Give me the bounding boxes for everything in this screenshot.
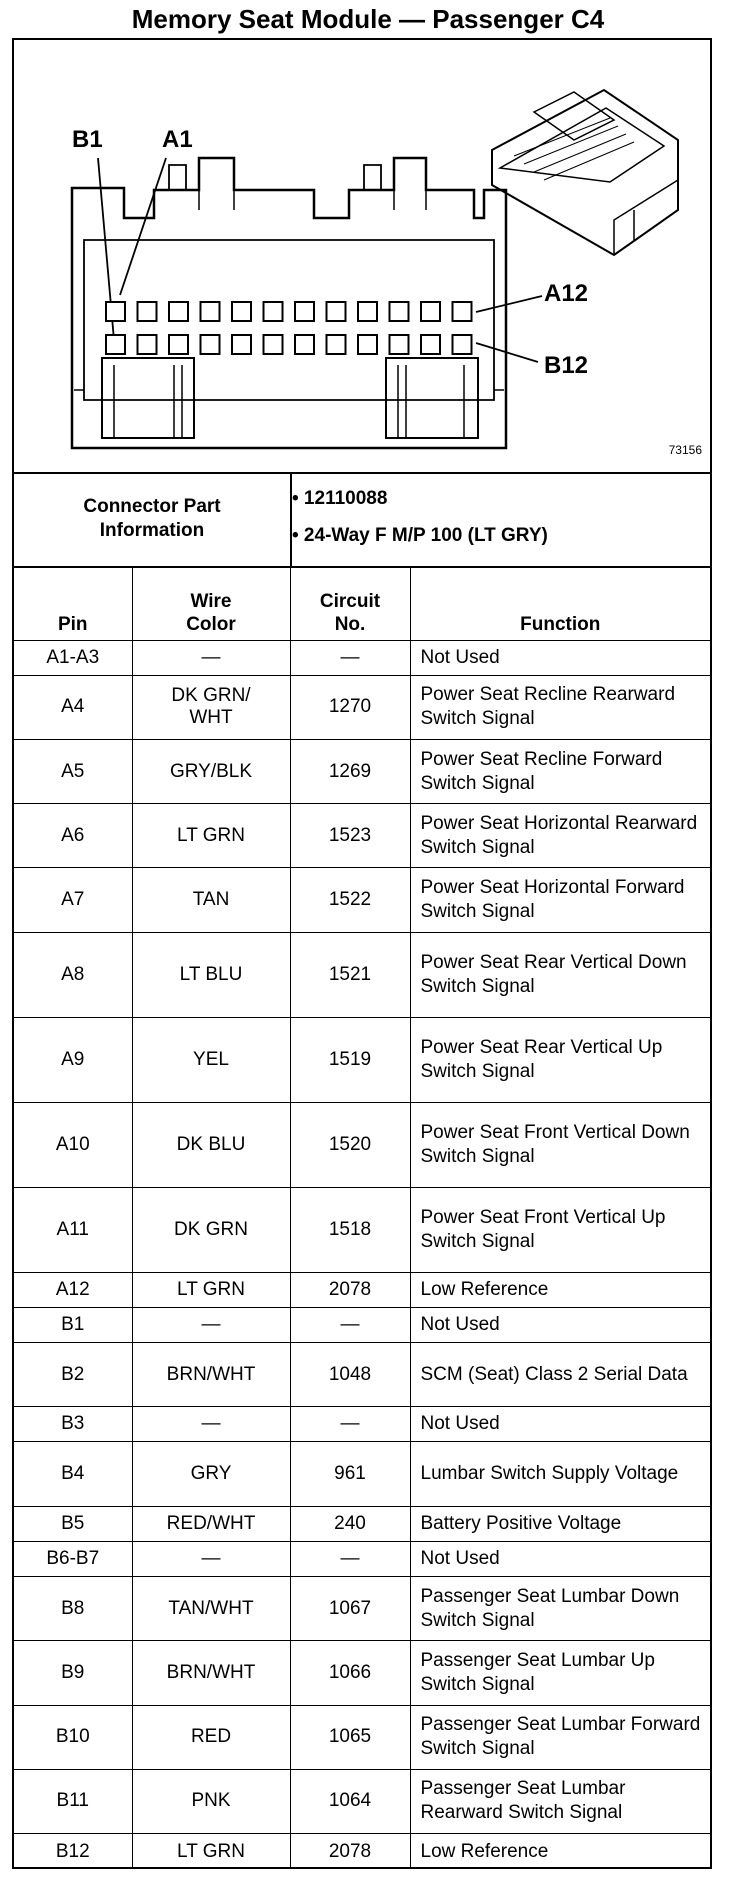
circuit-cell: 1518 [290,1187,410,1272]
circuit-cell: 1048 [290,1342,410,1406]
table-row [14,1442,710,1506]
table-row [14,868,710,932]
pin-cavity [138,335,157,354]
pinout-table [14,566,710,1869]
a12-label: A12 [544,280,589,307]
header-pin: Pin [14,566,132,640]
part-description: • 24-Way F M/P 100 (LT GRY) [292,525,548,546]
wire-color-cell: LT GRN [132,1272,290,1307]
wire-color-cell: BRN/WHT [132,1641,290,1705]
wire-color-cell: — [132,640,290,675]
wire-color-cell: DK BLU [132,1102,290,1187]
function-cell: Not Used [410,1541,710,1576]
wire-color-cell: — [132,1307,290,1342]
table-header-row [14,566,710,640]
pin-cavity [358,335,377,354]
b1-label: B1 [72,126,103,153]
wire-color-cell: GRY/BLK [132,739,290,803]
wire-color-cell: TAN/WHT [132,1577,290,1641]
table-row [14,1407,710,1442]
connector-sketch [492,90,678,255]
pin-cavity [264,302,283,321]
function-cell: Low Reference [410,1272,710,1307]
pin-cell: B6-B7 [14,1541,132,1576]
function-cell: Power Seat Horizontal Rearward Switch Signal [410,804,710,868]
table-row [14,1102,710,1187]
table-row [14,1577,710,1641]
a1-label: A1 [162,126,193,153]
function-cell: Not Used [410,640,710,675]
wire-color-cell: GRY [132,1442,290,1506]
table-row [14,675,710,739]
circuit-cell: — [290,1407,410,1442]
table-row [14,1705,710,1769]
wire-color-cell: TAN [132,868,290,932]
pin-cell: A1-A3 [14,640,132,675]
part-number: • 12110088 [292,488,388,509]
pin-cell: A8 [14,932,132,1017]
table-row [14,804,710,868]
table-row [14,932,710,1017]
circuit-cell: 2078 [290,1272,410,1307]
function-cell: Power Seat Recline Forward Switch Signal [410,739,710,803]
circuit-cell: 1523 [290,804,410,868]
part-number-list [292,480,548,554]
circuit-cell: — [290,1307,410,1342]
pin-cell: A4 [14,675,132,739]
circuit-cell: 1064 [290,1769,410,1833]
pin-cavity [232,335,251,354]
pin-cavity [453,335,472,354]
pin-cell: A10 [14,1102,132,1187]
table-row [14,1307,710,1342]
circuit-cell: — [290,1541,410,1576]
function-cell: Power Seat Horizontal Forward Switch Signal [410,868,710,932]
function-cell: Passenger Seat Lumbar Forward Switch Signal [410,1705,710,1769]
pin-cell: B10 [14,1705,132,1769]
wire-color-cell: DK GRN/ WHT [132,675,290,739]
wire-color-cell: — [132,1541,290,1576]
pin-cell: B12 [14,1834,132,1869]
header-circuit-no: Circuit No. [290,566,410,640]
pin-cavity [390,302,409,321]
pin-cavity [169,335,188,354]
table-row [14,1834,710,1869]
table-row [14,1342,710,1406]
pin-cell: A11 [14,1187,132,1272]
pin-cell: A12 [14,1272,132,1307]
circuit-cell: 961 [290,1442,410,1506]
wire-color-cell: RED/WHT [132,1506,290,1541]
pin-cavity [358,302,377,321]
wire-color-cell: PNK [132,1769,290,1833]
table-row [14,739,710,803]
wire-color-cell: LT GRN [132,1834,290,1869]
pin-cell: A7 [14,868,132,932]
pin-cell: A6 [14,804,132,868]
pin-cavity [421,335,440,354]
function-cell: Low Reference [410,1834,710,1869]
function-cell: SCM (Seat) Class 2 Serial Data [410,1342,710,1406]
pin-cavity [169,302,188,321]
circuit-cell: 1519 [290,1017,410,1102]
pin-cavity [201,302,220,321]
function-cell: Passenger Seat Lumbar Up Switch Signal [410,1641,710,1705]
circuit-cell: 1522 [290,868,410,932]
callout-a1 [120,158,166,295]
table-row [14,1769,710,1833]
circuit-cell: 240 [290,1506,410,1541]
circuit-cell: — [290,640,410,675]
header-function: Function [410,566,710,640]
wire-color-cell: — [132,1407,290,1442]
function-cell: Power Seat Rear Vertical Up Switch Signal [410,1017,710,1102]
connector-part-label [14,472,292,566]
pin-cavity [295,302,314,321]
pin-cell: B11 [14,1769,132,1833]
pin-cell: B2 [14,1342,132,1406]
pin-cell: A9 [14,1017,132,1102]
wire-color-cell: DK GRN [132,1187,290,1272]
table-row [14,1272,710,1307]
function-cell: Power Seat Recline Rearward Switch Signal [410,675,710,739]
pin-cavity [327,335,346,354]
table-row [14,1506,710,1541]
pin-cell: B9 [14,1641,132,1705]
page-title: Memory Seat Module — Passenger C4 [131,4,605,34]
function-cell: Power Seat Front Vertical Down Switch Signal [410,1102,710,1187]
pin-cell: B3 [14,1407,132,1442]
function-cell: Passenger Seat Lumbar Down Switch Signal [410,1577,710,1641]
function-cell: Lumbar Switch Supply Voltage [410,1442,710,1506]
pin-cavity [106,302,125,321]
wire-color-cell: LT BLU [132,932,290,1017]
connector-part-info [14,472,710,568]
pin-cavity [390,335,409,354]
circuit-cell: 1065 [290,1705,410,1769]
pin-cell: B1 [14,1307,132,1342]
b12-label: B12 [544,352,589,379]
table-row [14,640,710,675]
circuit-cell: 1520 [290,1102,410,1187]
connector-part-label-line1: Connector Part [83,496,221,517]
connector-drawing [14,40,710,472]
table-row [14,1641,710,1705]
table-row [14,1541,710,1576]
circuit-cell: 1269 [290,739,410,803]
circuit-cell: 1067 [290,1577,410,1641]
function-cell: Battery Positive Voltage [410,1506,710,1541]
pin-cavity [138,302,157,321]
pin-cavity [295,335,314,354]
function-cell: Power Seat Rear Vertical Down Switch Signal [410,932,710,1017]
wire-color-cell: YEL [132,1017,290,1102]
pin-cavity [264,335,283,354]
pin-cell: A5 [14,739,132,803]
header-wire-color: Wire Color [132,566,290,640]
circuit-cell: 2078 [290,1834,410,1869]
connector-sheet [12,38,712,1869]
pin-cell: B4 [14,1442,132,1506]
left-foot [102,358,194,438]
wire-color-cell: RED [132,1705,290,1769]
circuit-cell: 1521 [290,932,410,1017]
function-cell: Not Used [410,1407,710,1442]
circuit-cell: 1066 [290,1641,410,1705]
table-row [14,1017,710,1102]
pin-cavity [421,302,440,321]
pin-cavity [232,302,251,321]
table-row [14,1187,710,1272]
pin-cavity [201,335,220,354]
circuit-cell: 1270 [290,675,410,739]
function-cell: Power Seat Front Vertical Up Switch Signal [410,1187,710,1272]
function-cell: Passenger Seat Lumbar Rearward Switch Signal [410,1769,710,1833]
function-cell: Not Used [410,1307,710,1342]
wire-color-cell: BRN/WHT [132,1342,290,1406]
pin-cavity [106,335,125,354]
connector-figure [14,40,710,474]
pin-cell: B5 [14,1506,132,1541]
pin-cavity [327,302,346,321]
connector-part-label-line2: Information [99,520,205,541]
wire-color-cell: LT GRN [132,804,290,868]
pin-cell: B8 [14,1577,132,1641]
figure-number: 73156 [668,443,702,457]
callout-a12 [476,296,542,312]
pin-cavity [453,302,472,321]
